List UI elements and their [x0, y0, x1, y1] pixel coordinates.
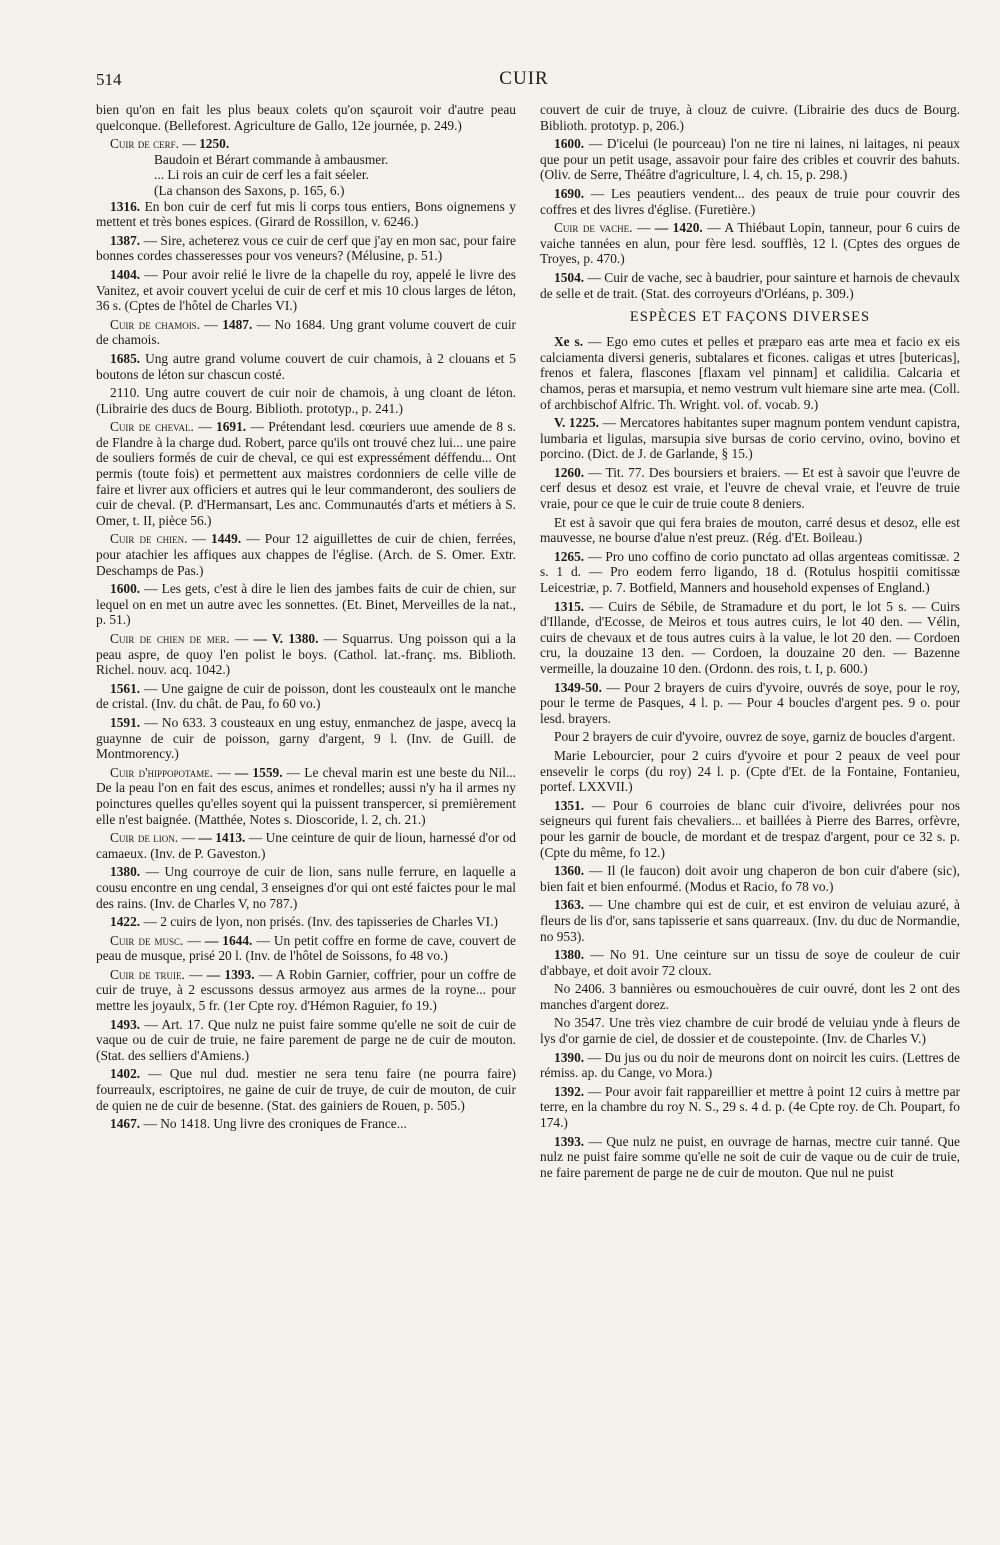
entry-date: 1363. — [554, 897, 585, 913]
entry-date: — 1559. — [234, 764, 283, 780]
entry — [96, 233, 516, 264]
entry-date: 1690. — [554, 185, 585, 201]
entry-date: 1493. — [110, 1016, 141, 1032]
entry-date: — 1420. — [654, 220, 703, 236]
entry: Cuir de chien de mer. — — V. 1380. — Squarrus. Ung poisson qui a la peau aspre, de quoy l'en polist le boys. (Cathol. lat.-franç. ms. Biblioth. Richel. nouv. acq. 1042.) — [96, 631, 516, 678]
entry — [540, 1134, 960, 1181]
entry-text: — Les gets, c'est à dire le lien des jambes faits de cuir de chien, sur lequel on en met un autre avec les sonnettes. (Et. Binet, Merveilles de la nat., p. 51.) — [96, 581, 516, 628]
entry-text: — No 1418. Ung livre des croniques de France... — [143, 1116, 407, 1132]
entry — [96, 681, 516, 712]
entry-text: — Le cheval marin est une beste du Nil... De la peau l'on en fait des escus, animes et rondelles; aussi n'y ha il armes ny poinctures quelles qu'elles soyent qui la puissent transpercer, si premièrement elle n'est baignée. (Matthée, Notes s. Dioscoride, l. 2, ch. 21.) — [96, 764, 516, 827]
entry: Cuir de cheval. — 1691. — Prétendant lesd. cœuriers uue amende de 8 s. de Flandre à la charge dud. Robert, parce qu'ils ont trouvé chez lui... une paire de souliers formés de cuir de cheval, ce qui est expressément déffendu... Ont permis (toute fois) et permettent aux maistres cordonniers de celle ville de faire et livrer aux officiers et autres qui le leur commanderont, des souliers de cuir de cheval. (P. d'Hermansart, Les anc. Communautés d'arts et métiers à S. Omer, t. II, pièce 56.) — [96, 419, 516, 528]
entry-text: — Pour 2 brayers de cuirs d'yvoire, ouvrés de soye, pour le roy, pour le terme de Pasques, 4 l. p. — Pour 4 boucles d'argent pes. 9 o. pour lesd. brayers. — [540, 679, 961, 726]
entry — [96, 1066, 516, 1113]
entry-text: — Une chambre qui est de cuir, et est environ de veluiau azuré, à fleurs de lis d'or, sans tapisserie et sans quarreaux. (Inv. du duc de Normandie, no 953). — [540, 897, 960, 944]
entry-date: 1691. — [216, 419, 247, 435]
entry-text: couvert de cuir de truye, à clouz de cuivre. (Librairie des ducs de Bourg. Biblioth. prototyp. p, 206.) — [540, 102, 960, 133]
entry-text: — Pour avoir fait rappareillier et mettre à point 12 cuirs à mettre par terre, en la chambre du roy N. S., 29 s. 4 d. p. (4e Cpte roy. de Ch. Poupart, fo 174.) — [540, 1083, 960, 1131]
entry-date: 1260. — [554, 464, 585, 480]
entry-date: 1685. — [110, 350, 141, 366]
entry-text: — Une gaigne de cuir de poisson, dont les cousteaulx ont le manche de cristal. (Inv. du chât. de Pau, fo 60 vo.) — [96, 680, 516, 712]
running-title: CUIR — [499, 68, 549, 89]
entry — [540, 863, 960, 894]
entry: Cuir de lion. — — 1413. — Une ceinture de quir de lioun, harnessé d'or od camaeux. (Inv. de P. Gaveston.) — [96, 830, 516, 861]
entry-text: — Tit. 77. Des boursiers et braiers. — Et est à savoir que l'euvre de cerf desus et desoz est vraie, et l'euvre de cheval vraie, et l'euvre de truie vraie, pour ce que le cuir de truie coute 8 deniers. — [540, 464, 960, 512]
entry — [96, 581, 516, 628]
page-number: 514 — [96, 70, 122, 89]
entry — [540, 729, 960, 745]
entry — [96, 199, 516, 230]
entry-text: — Pour 12 aiguillettes de cuir de chien, ferrées, pour atachier les affiques aux chappes de l'église. (Arch. de S. Omer. Extr. Deschamps de Pas.) — [96, 531, 517, 578]
entry — [96, 351, 516, 382]
entry-date: 1504. — [554, 269, 585, 285]
entry-text: — Pour 6 courroies de blanc cuir d'ivoire, delivrées pour nos seigneurs qui furent fais chevaliers... et baillées à Pierre des Barres, orfèvre, pour les garnir de boucle, de mordant et de trespaz d'argent, pour ce 32 s. p. (Cpte du même, fo 12.) — [540, 797, 960, 860]
entry-text: — Art. 17. Que nulz ne puist faire somme qu'elle ne soit de cuir de vaque ou de cuir de truie, ne faire parement de parge ne de cuir de mouton. (Stat. des selliers d'Amiens.) — [96, 1016, 516, 1063]
entry: Cuir de truie. — — 1393. — A Robin Garnier, coffrier, pour un coffre de cuir de truye, à 2 escussons dessus armoyez aus armes de la royne... pour mettre les joyaulx, 5 fr. (1er Cpte roy. d'Hémon Raguier, fo 19.) — [96, 966, 516, 1014]
entry-label: Cuir de truie. — [110, 966, 185, 982]
entry — [540, 465, 960, 512]
entry-date: 1265. — [554, 548, 585, 564]
entry-text: No 3547. Une très viez chambre de cuir brodé de veluiau ynde à fleurs de lys d'or garnie de ciel, de dossier et de coustepointe. (Inv. de Charles V.) — [540, 1015, 960, 1047]
entry-text: — Que nul dud. mestier ne sera tenu faire (ne pourra faire) fourreaulx, escriptoires, ne gaine de cuir de truye, de cuir de mouton, de cuir de quien ne de cuir de besenne. (Stat. des gainiers de Rouen, p. 505.) — [96, 1066, 516, 1113]
verse-line: Baudoin et Bérart commande à ambausmer. — [154, 151, 389, 167]
section-title: ESPÈCES ET FAÇONS DIVERSES — [629, 309, 871, 326]
entry-date: 1392. — [554, 1083, 585, 1099]
entry-text: En bon cuir de cerf fut mis li corps tous entiers, Bons oignemens y mettent et très bones espices. (Girard de Rossillon, v. 6246.) — [96, 198, 516, 230]
verse-line: ... Li rois an cuir de cerf les a fait séeler. — [154, 167, 369, 183]
entry-date: 1449. — [211, 531, 242, 547]
entry-text: Pour 2 brayers de cuir d'yvoire, ouvrez de soye, garniz de boucles d'argent. — [554, 729, 956, 745]
entry-date: — 1644. — [204, 932, 253, 948]
entry — [540, 136, 960, 183]
entry-text: — 2 cuirs de lyon, non prisés. (Inv. des tapisseries de Charles VI.) — [143, 914, 498, 930]
entry-text: No 2406. 3 bannières ou esmouchouères de cuir ouvré, dont les 2 ont des manches d'argent dorez. — [540, 981, 960, 1012]
entry-date: 1349-50. — [554, 679, 602, 695]
entry-heading: Cuir de cerf. — 1250. — [110, 136, 230, 152]
entry — [540, 1084, 960, 1131]
entry — [96, 914, 516, 930]
entry — [540, 102, 960, 133]
entry-text: — Squarrus. Ung poisson qui a la peau aspre, de quoy l'en polist le boys. (Cathol. lat.-franç. ms. Biblioth. Richel. nouv. acq. 1042.) — [96, 631, 516, 678]
entry-date: 1380. — [554, 947, 585, 963]
entry — [540, 334, 960, 412]
entry-label: Cuir de chien. — [110, 531, 188, 547]
entry — [540, 186, 960, 217]
entry — [540, 981, 960, 1012]
entry-text: — No 633. 3 cousteaux en ung estuy, enmanchez de jaspe, avecq la guaynne de cuir de poisson, garny d'argent, 9 l. (Inv. de Guill. de Montmorency.) — [96, 714, 516, 762]
entry-text: — Les peautiers vendent... des peaux de truie pour couvrir des coffres et des livres d'église. (Furetière.) — [540, 185, 960, 217]
entry — [96, 385, 516, 416]
entry-text: — Ego emo cutes et pelles et præparo eas arte mea et facio ex eis calciamenta diversi generis, subtalares et ficones. caligas et utres [butericas], frenos et falera, flascones [flaxam vel pinnam] et calidilia. Calcaria et chamos, peras et marsupia, et nemo vestrum vult hiemare sine arte mea. (Coll. of archbischof Alfric. Th. Wright. vol. of. vocab. 9.) — [540, 334, 960, 412]
verse-line: (La chanson des Saxons, p. 165, 6.) — [154, 182, 345, 198]
right-column — [540, 102, 960, 1183]
entry-text: — Mercatores habitantes super magnum pontem vendunt capistra, lumbaria et ligulas, marsupia sive bursas de corio cervino, ovino, bovino et porcino. (Dict. de J. de Garlande, § 15.) — [540, 415, 960, 462]
entry-date: 1600. — [554, 136, 585, 152]
entry: Cuir d'hippopotame. — — 1559. — Le cheval marin est une beste du Nil... De la peau l'on en fait des escus, animes et rondelles; aussi n'y ha il armes ny poinctures quelles qu'elles soyent qui la puissent transpercer, si premièrement elle n'est baignée. (Matthée, Notes s. Dioscoride, l. 2, ch. 21.) — [96, 764, 516, 827]
entry: Cuir de musc. — — 1644. — Un petit coffre en forme de cave, couvert de peau de musque, prisé 20 l. (Inv. de l'hôtel de Soissons, fo 48 vo.) — [96, 932, 516, 964]
entry-label: Cuir de cheval. — [110, 419, 194, 435]
entry-label: Cuir de vache. — [554, 220, 633, 236]
entry — [96, 102, 516, 133]
entry-label: Cuir d'hippopotame. — [110, 764, 214, 780]
entry — [96, 267, 516, 314]
entry-text: — Ung courroye de cuir de lion, sans nulle ferrure, en laquelle a cousu encontre en ung cendal, 3 enseignes d'or qui ont esté faictes pour le mal des rains. (Inv. de Charles V, no 787.) — [96, 864, 516, 911]
entry — [96, 864, 516, 911]
entry-date: 1404. — [110, 266, 141, 282]
entry-date: 1591. — [110, 714, 141, 730]
entry-date: 1600. — [110, 581, 141, 597]
entry-text: — Que nulz ne puist, en ouvrage de harnas, mectre cuir tanné. Que nulz ne puist faire somme qu'elle ne soit de cuir de vaque ou de cuir de truie, ne faire parement de parge ne de cuir de mouton. Que nul ne puist — [540, 1133, 960, 1180]
entry — [540, 1015, 960, 1046]
left-column — [96, 102, 516, 1183]
entry-text: — Cuirs de Sébile, de Stramadure et du port, le lot 5 s. — Cuirs d'Illande, d'Ecosse, de Meiros et tous autres cuirs, le lot 40 den. — Vélin, cuirs de chevaux et de tous autres cuirs à la value, le lot 20 den. — Cordoen cru, la douzaine 13 den. — Cordoen, la douzaine 20 den. — Bazenne vermeille, la douzaine 10 den. (Ordonn. des rois, t. I, p. 600.) — [540, 598, 960, 676]
entry: Cuir de vache. — — 1420. — A Thiébaut Lopin, tanneur, pour 6 cuirs de vaiche tannées en alun, pour fère lesd. soufflès, 12 l. (Cptes des orgues de Troyes, p. 470.) — [540, 220, 960, 267]
entry-text: — A Robin Garnier, coffrier, pour un coffre de cuir de truye, à 2 escussons dessus armoyez aus armes de la royne... pour mettre les joyaulx, 5 fr. (1er Cpte roy. d'Hémon Raguier, fo 19.) — [96, 966, 516, 1014]
entry — [96, 715, 516, 762]
entry-date: 1315. — [554, 598, 585, 614]
entry-text: — Sire, acheterez vous ce cuir de cerf que j'ay en mon sac, pour faire bonnes cordes chasseresses pour vos veneurs? (Mélusine, p. 51.) — [96, 232, 516, 264]
entry-date: 1561. — [110, 680, 141, 696]
page-header — [88, 62, 960, 92]
entry-date: — V. 1380. — [253, 631, 319, 646]
entry: Cuir de chamois. — 1487. — No 1684. Ung grant volume couvert de cuir de chamois. — [96, 316, 516, 348]
entry — [540, 1050, 960, 1081]
entry-date: 1351. — [554, 797, 585, 813]
entry-text: — Il (le faucon) doit avoir ung chaperon de bon cuir d'abere (sic), bien fait et bien enfourmé. (Modus et Racio, fo 78 vo.) — [540, 863, 960, 894]
entry — [540, 748, 960, 795]
entry — [540, 599, 960, 677]
text-columns — [96, 102, 960, 1183]
entry-text: — Prétendant lesd. cœuriers uue amende de 8 s. de Flandre à la charge dud. Robert, parce qu'ils ont trouvé chez lui... une paire de souliers formés de cuir de cheval, ce qui est expressément déffendu... Ont permis (toute fois) et permettent aux maistres cordonniers de celle ville de faire et livrer aux officiers et autres qui le leur commanderont, des souliers de cuir de cheval. (P. d'Hermansart, Les anc. Communautés d'arts et métiers à S. Omer, t. II, pièce 56.) — [96, 419, 516, 528]
entry — [540, 798, 960, 860]
entry-text: — D'icelui (le pourceau) l'on ne tire ni laines, ni laitages, ni peaux que pour un petit usage, assavoir pour faire des cribles et couvrir des bahuts. (Oliv. de Serre, Théâtre d'agriculture, l. 4, ch. 15, p. 298.) — [540, 136, 960, 183]
entry-date: 1422. — [110, 914, 141, 930]
entry — [96, 1017, 516, 1064]
entry-date: — 1413. — [198, 830, 246, 846]
entry-date: 1487. — [222, 316, 253, 332]
entry-date: 1380. — [110, 864, 141, 880]
entry — [540, 897, 960, 944]
entry-text: bien qu'on en fait les plus beaux colets qu'on sçauroit voir d'autre peau quelconque. (Belleforest. Agriculture de Gallo, 12e journée, p. 249.) — [96, 102, 516, 133]
entry-text: Marie Lebourcier, pour 2 cuirs d'yvoire et pour 2 peaux de veel pour ensevelir le corps (du roy) 24 l. p. (Cpte d'Et. de la Fontaine, Fontanieu, portef. LXXVII.) — [540, 747, 960, 795]
entry-text: — Du jus ou du noir de meurons dont on noircit les cuirs. (Lettres de rémiss. ap. du Cange, vo Mora.) — [540, 1049, 960, 1081]
entry — [540, 270, 960, 301]
entry-text: — No 1684. Ung grant volume couvert de cuir de chamois. — [96, 316, 516, 348]
entry-date: 1387. — [110, 232, 141, 248]
entry-date: 1402. — [110, 1066, 141, 1082]
entry-text: — Un petit coffre en forme de cave, couvert de peau de musque, prisé 20 l. (Inv. de l'hôtel de Soissons, fo 48 vo.) — [96, 932, 516, 964]
entry-text: — Pour avoir relié le livre de la chapelle du roy, appelé le livre des Vanitez, et avoir couvert ycelui de cuir de cerf et mis 10 clous larges de léton, 36 s. (Cptes de l'hôtel de Charles VI.) — [96, 266, 516, 314]
entry-date: 1393. — [554, 1133, 585, 1149]
entry-date: V. 1225. — [554, 415, 600, 431]
entry-label: Cuir de chien de mer. — [110, 631, 230, 646]
entry-text: — A Thiébaut Lopin, tanneur, pour 6 cuirs de vaiche tannées en alun, pour fère lesd. soufflès, 12 l. (Cptes des orgues de Troyes, p. 470.) — [540, 220, 960, 267]
entry-label: Cuir de chamois. — [110, 316, 201, 332]
entry — [540, 549, 960, 596]
entry — [540, 680, 960, 727]
entry-text: Ung autre grand volume couvert de cuir chamois, à 2 clouans et 5 boutons de léton sur chascun costé. — [96, 350, 516, 382]
entry-text: — Pro uno coffino de corio punctato ad ollas argenteas comitissæ. 2 s. 1 d. — Pro eodem ferro ligando, 18 d. (Rotulus hospitii comitissæ Leicestriæ, p. 7. Botfield, Manners and household expenses of England.) — [540, 548, 960, 596]
entry — [540, 947, 960, 978]
entry-text: 2110. Ung autre couvert de cuir noir de chamois, à ung cloant de léton. (Librairie des ducs de Bourg. Biblioth. prototyp., p. 241.) — [96, 385, 516, 416]
entry-date: 1250. — [199, 136, 230, 152]
entry: Cuir de chien. — 1449. — Pour 12 aiguillettes de cuir de chien, ferrées, pour atachier les affiques aux chappes de l'église. (Arch. de S. Omer. Extr. Deschamps de Pas.) — [96, 531, 517, 578]
entry-date: Xe s. — [554, 334, 584, 350]
entry — [540, 415, 960, 462]
entry-date: 1316. — [110, 198, 141, 214]
entry-date: 1360. — [554, 863, 585, 879]
entry-date: 1390. — [554, 1049, 585, 1065]
entry-text: — No 91. Une ceinture sur un tissu de soye de couleur de cuir d'abbaye, et doit avoir 72 cloux. — [540, 947, 960, 978]
entry-text: Et est à savoir que qui fera braies de mouton, carré desus et desoz, elle est mauvesse, ne bourse d'alue n'est preuz. (Rég. d'Et. Boileau.) — [540, 514, 960, 546]
entry — [96, 1116, 516, 1132]
entry-date: — 1393. — [206, 966, 255, 982]
entry-label: Cuir de musc. — [110, 932, 184, 948]
entry — [540, 515, 960, 546]
entry-label: Cuir de cerf. — [110, 136, 179, 152]
entry-text: — Cuir de vache, sec à baudrier, pour sainture et harnois de chevaulx de selle et de trait. (Stat. des corroyeurs d'Orléans, p. 309.) — [540, 269, 960, 301]
entry-date: 1467. — [110, 1116, 141, 1132]
entry-text: — Une ceinture de quir de lioun, harnessé d'or od camaeux. (Inv. de P. Gaveston.) — [96, 830, 516, 861]
entry-label: Cuir de lion. — [110, 830, 179, 846]
